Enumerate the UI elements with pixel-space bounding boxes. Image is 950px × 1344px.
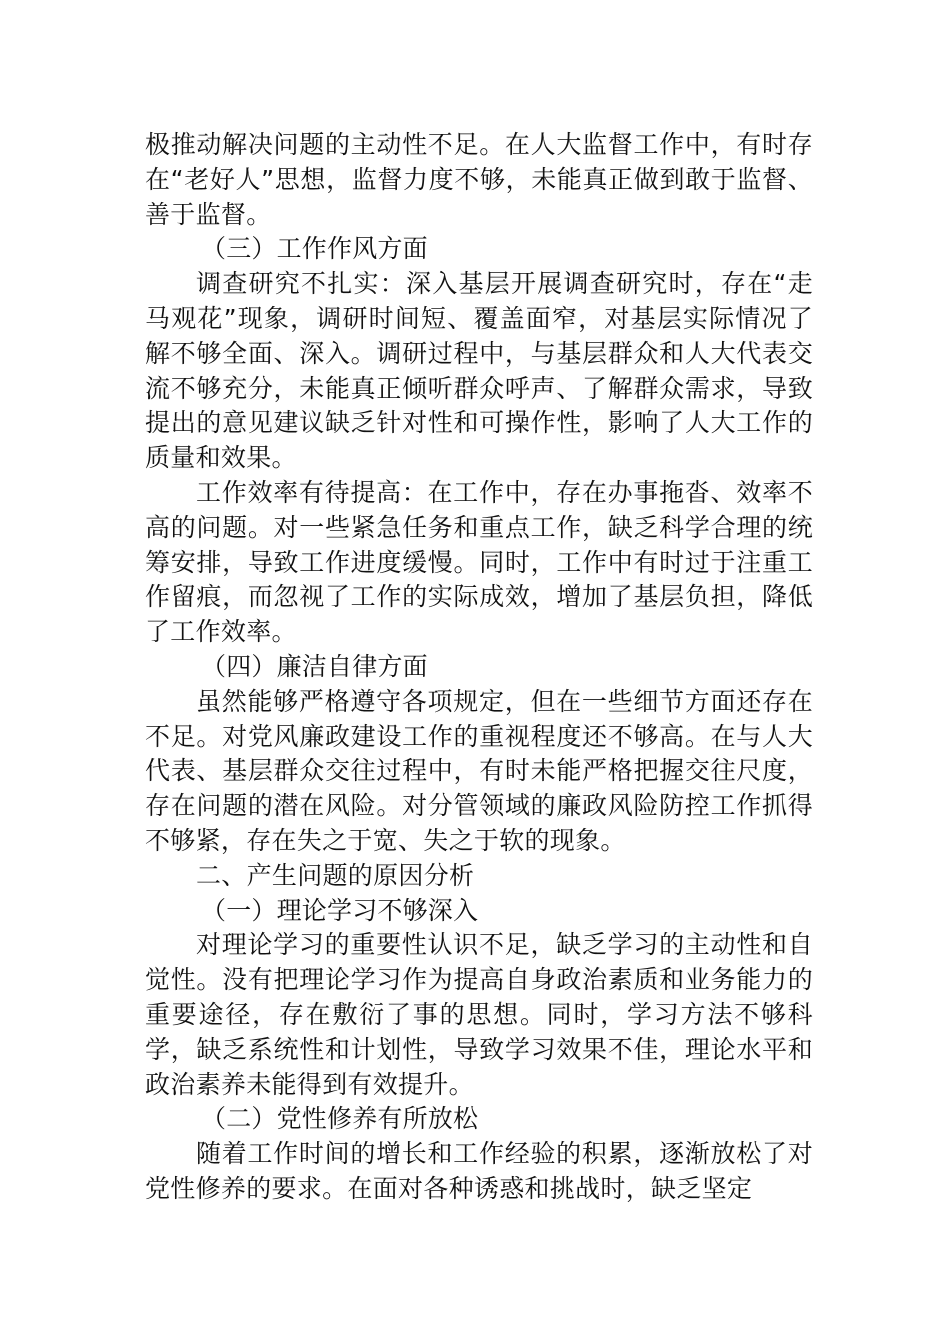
heading-party-spirit: （二）党性修养有所放松 xyxy=(201,1104,479,1134)
paragraph-supervision-attitude: 极推动解决问题的主动性不足。在人大监督工作中，有时存在“老好人”思想，监督力度不够，未能真正做到敢于监督、善于监督。 xyxy=(145,130,813,229)
paragraph-party-spirit: 随着工作时间的增长和工作经验的积累，逐渐放松了对党性修养的要求。在面对各种诱惑和挑战时，缺乏坚定 xyxy=(145,1139,813,1203)
heading-cause-analysis: 二、产生问题的原因分析 xyxy=(196,860,475,890)
paragraph-theory-study: 对理论学习的重要性认识不足，缺乏学习的主动性和自觉性。没有把理论学习作为提高自身政治素质和业务能力的重要途径，存在敷衍了事的思想。同时，学习方法不够科学，缺乏系统性和计划性，导致学习效果不佳，理论水平和政治素养未能得到有效提升。 xyxy=(145,930,813,1099)
heading-work-style: （三）工作作风方面 xyxy=(201,234,428,264)
paragraph-efficiency: 工作效率有待提高：在工作中，存在办事拖沓、效率不高的问题。对一些紧急任务和重点工作，缺乏科学合理的统筹安排，导致工作进度缓慢。同时，工作中有时过于注重工作留痕，而忽视了工作的实际成效，增加了基层负担，降低了工作效率。 xyxy=(145,477,813,647)
document-page xyxy=(145,128,813,1207)
paragraph-integrity: 虽然能够严格遵守各项规定，但在一些细节方面还存在不足。对党风廉政建设工作的重视程度还不够高。在与人大代表、基层群众交往过程中，有时未能严格把握交往尺度，存在问题的潜在风险。对分管领域的廉政风险防控工作抓得不够紧，存在失之于宽、失之于软的现象。 xyxy=(145,686,813,855)
heading-theory-study: （一）理论学习不够深入 xyxy=(201,895,479,925)
paragraph-research: 调查研究不扎实：深入基层开展调查研究时，存在“走马观花”现象，调研时间短、覆盖面窄，对基层实际情况了解不够全面、深入。调研过程中，与基层群众和人大代表交流不够充分，未能真正倾听群众呼声、了解群众需求，导致提出的意见建议缺乏针对性和可操作性，影响了人大工作的质量和效果。 xyxy=(145,269,813,473)
heading-integrity: （四）廉洁自律方面 xyxy=(201,651,428,681)
